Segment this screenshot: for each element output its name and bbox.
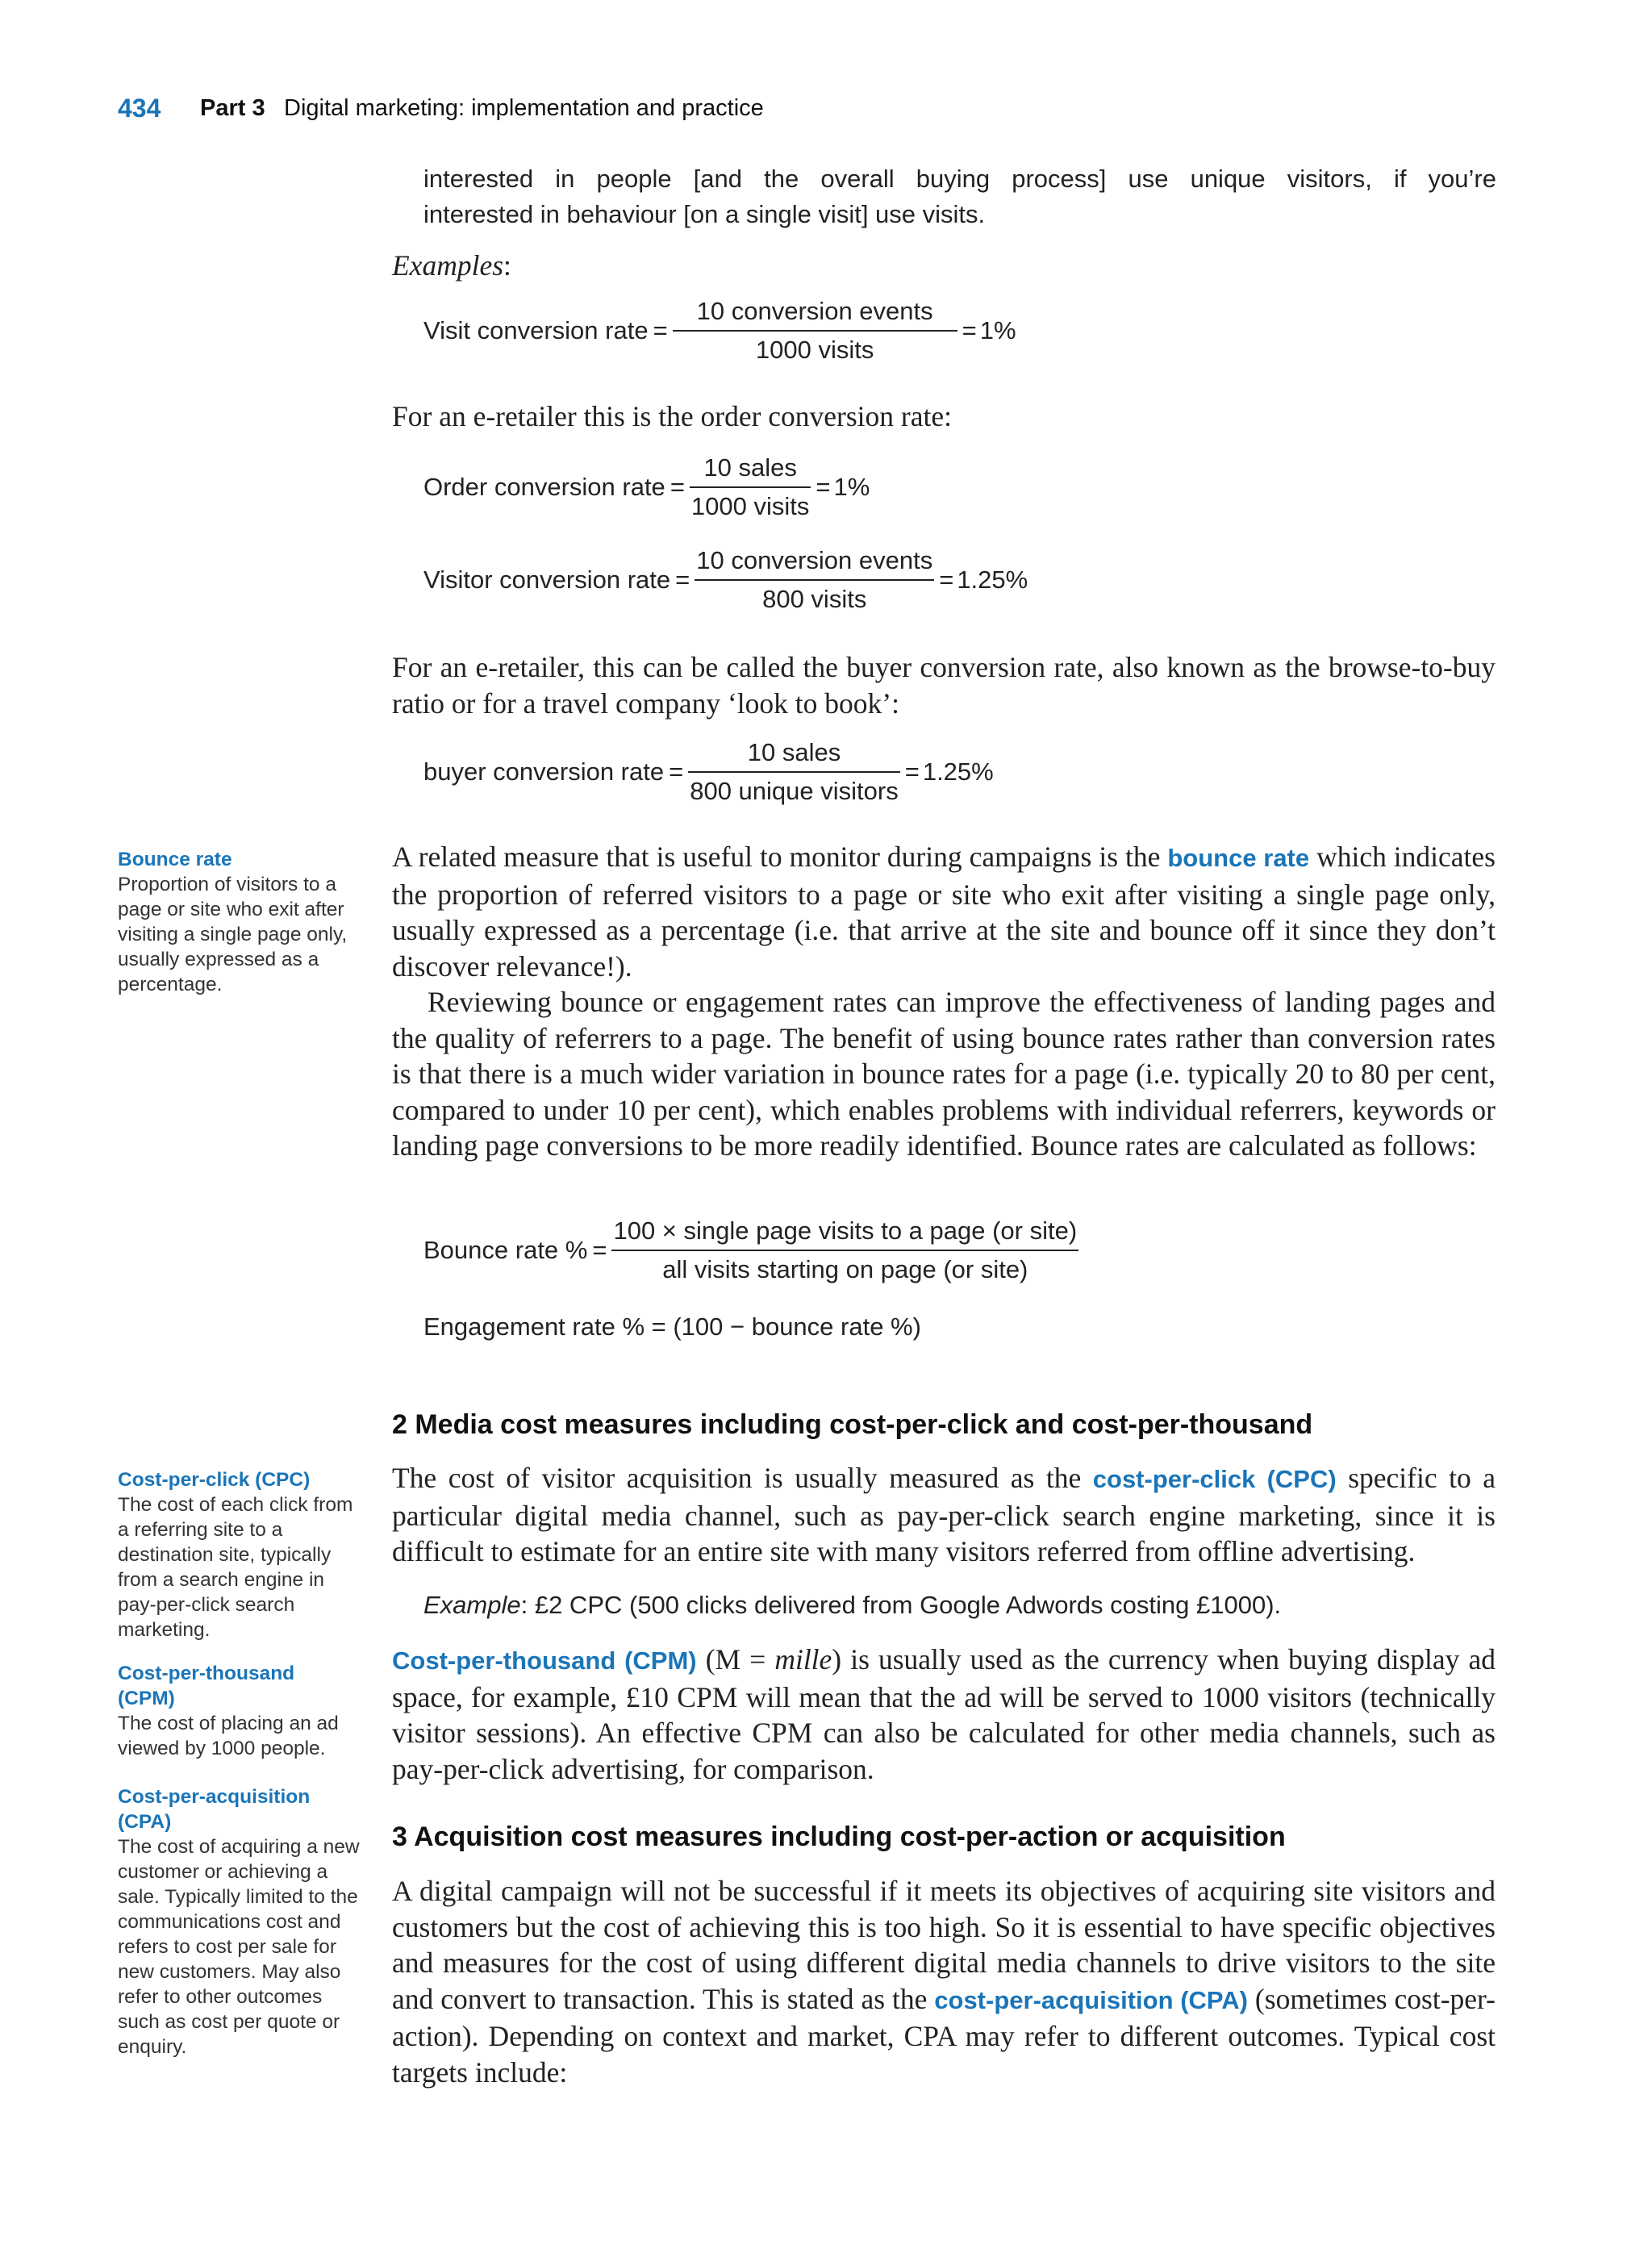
cpm-term: Cost-per-thousand (CPM) [392,1646,697,1675]
text-run: which indicates the proportion of referred visitors to a page or site who exit after visiting a single page only, usually expressed as a percentage (i.e. that arrive at the site and bounce off it since they don’t discover relevance!). [392,841,1496,983]
fraction [688,738,900,806]
section-2-paragraph-2 [392,1642,1496,1787]
margin-note-term: Bounce rate [118,849,232,870]
equals-sign: = [962,316,977,344]
margin-note-term: Cost-per-thousand (CPM) [118,1663,295,1709]
section-2-paragraph-1 [392,1460,1496,1570]
text-run: (sometimes cost-per-action). Depending on context and market, CPA may refer to different outcomes. Typical cost targets include: [392,1982,1496,2089]
numerator: 10 conversion events [696,297,933,325]
fraction [690,453,811,521]
fraction [695,546,934,614]
equals-sign: = [592,1236,607,1264]
text-run: (M = [696,1643,775,1675]
margin-note-cpm [118,1661,360,1761]
margin-note-definition: The cost of placing an ad viewed by 1000 people. [118,1713,339,1759]
bounce-rate-section [392,839,1496,1164]
bounce-paragraph-1 [392,839,1496,984]
formula-result: 1% [833,473,870,501]
numerator: 10 sales [747,738,841,766]
formula-label: Bounce rate % [423,1236,588,1264]
section-2-heading: 2 Media cost measures including cost-per-click and cost-per-thousand [392,1409,1313,1440]
numerator: 10 sales [703,453,797,482]
order-conversion-formula [423,453,870,521]
examples-label-text: Examples [392,249,504,282]
formula-label: Visit conversion rate [423,316,649,344]
engagement-rate-formula: Engagement rate % = (100 − bounce rate %) [423,1312,921,1341]
fraction [673,297,957,365]
example-text: : £2 CPC (500 clicks delivered from Google Adwords costing £1000). [520,1591,1282,1619]
margin-note-definition: The cost of each click from a referring site to a destination site, typically from a search engine in pay-per-click search marketing. [118,1494,353,1641]
margin-note-definition: The cost of acquiring a new customer or achieving a sale. Typically limited to the communications cost and refers to cost per sale for new customers. May also refer to other outcomes such as cost per quote or enquiry. [118,1836,360,2058]
visit-conversion-formula [423,297,1016,365]
denominator: 1000 visits [673,330,957,365]
intro-text [423,161,1496,232]
equals-sign: = [653,316,668,344]
margin-note-cpc [118,1467,360,1642]
equals-sign: = [904,757,920,786]
margin-note-bounce-rate [118,847,360,997]
formula-label: buyer conversion rate [423,757,665,786]
visitor-conversion-formula [423,546,1028,614]
formula-label: Order conversion rate [423,473,665,501]
cpc-example [423,1591,1281,1620]
denominator: all visits starting on page (or site) [611,1250,1078,1284]
denominator: 800 unique visitors [688,771,900,806]
intro-line-1: interested in people [and the overall buying process] use unique visitors, if you’re [423,165,1496,193]
examples-colon: : [503,249,511,282]
cpc-term: cost-per-click (CPC) [1092,1465,1337,1493]
example-label: Example [423,1591,521,1619]
page-number: 434 [118,94,161,123]
section-3-heading: 3 Acquisition cost measures including cost-per-action or acquisition [392,1821,1286,1852]
denominator: 1000 visits [690,486,811,521]
fraction [611,1216,1078,1284]
text-run: The cost of visitor acquisition is usually measured as the [392,1462,1093,1494]
margin-note-cpa [118,1784,360,2059]
formula-result: 1.25% [957,565,1028,594]
numerator: 100 × single page visits to a page (or site) [613,1216,1078,1245]
section-3-paragraph [392,1873,1496,2090]
text-run: A digital campaign will not be successful if it meets its objectives of acquiring site visitors and customers but the cost of achieving this is too high. So it is essential to have specific objectives and measures for the cost of using different digital media channels to drive visitors to the site and convert to transaction. This is stated as the [392,1875,1496,2015]
text-run: specific to a particular digital media channel, such as pay-per-click search engine marketing, since it is difficult to estimate for an entire site with many visitors referred from offline advertising. [392,1462,1496,1567]
margin-note-definition: Proportion of visitors to a page or site who exit after visiting a single page only, usually expressed as a percentage. [118,874,348,995]
margin-note-term: Cost-per-click (CPC) [118,1469,311,1491]
formula-result: 1% [979,316,1016,344]
text-run: ) is usually used as the currency when buying display ad space, for example, £10 CPM will mean that the ad will be served to 1000 visitors (technically visitor sessions). An effective CPM can also be calculated for other media channels, such as pay-per-click advertising, for comparison. [392,1643,1496,1785]
equals-sign: = [816,473,831,501]
equals-sign: = [675,565,690,594]
cpa-term: cost-per-acquisition (CPA) [934,1985,1248,2014]
buyer-intro: For an e-retailer, this can be called the buyer conversion rate, also known as the browse-to-buy ratio or for a travel company ‘look to book’: [392,651,1496,720]
examples-label [392,248,511,282]
intro-line-2: interested in behaviour [on a single visit] use visits. [423,200,986,228]
equals-sign: = [939,565,954,594]
running-header-title: Digital marketing: implementation and practice [284,95,764,121]
mille-italic: mille [774,1643,832,1675]
buyer-conversion-formula [423,738,994,806]
text-run: A related measure that is useful to monitor during campaigns is the [392,841,1168,873]
formula-label: Visitor conversion rate [423,565,671,594]
bounce-rate-term: bounce rate [1167,844,1310,872]
equals-sign: = [669,757,684,786]
bounce-rate-formula [423,1216,1083,1284]
formula-result: 1.25% [922,757,994,786]
part-label: Part 3 [200,95,265,121]
denominator: 800 visits [695,579,934,614]
bounce-paragraph-2: Reviewing bounce or engagement rates can improve the effectiveness of landing pages and the quality of referrers to a page. The benefit of using bounce rates rather than conversion rates is that there is a much wider variation in bounce rates for a page (i.e. typically 20 to 80 per cent, compared to under 10 per cent), which enables problems with individual referrers, keywords or landing page conversions to be more readily identified. Bounce rates are calculated as follows: [392,986,1496,1162]
margin-note-term: Cost-per-acquisition (CPA) [118,1786,311,1833]
order-intro: For an e-retailer this is the order conversion rate: [392,400,952,432]
equals-sign: = [670,473,685,501]
numerator: 10 conversion events [696,546,933,574]
